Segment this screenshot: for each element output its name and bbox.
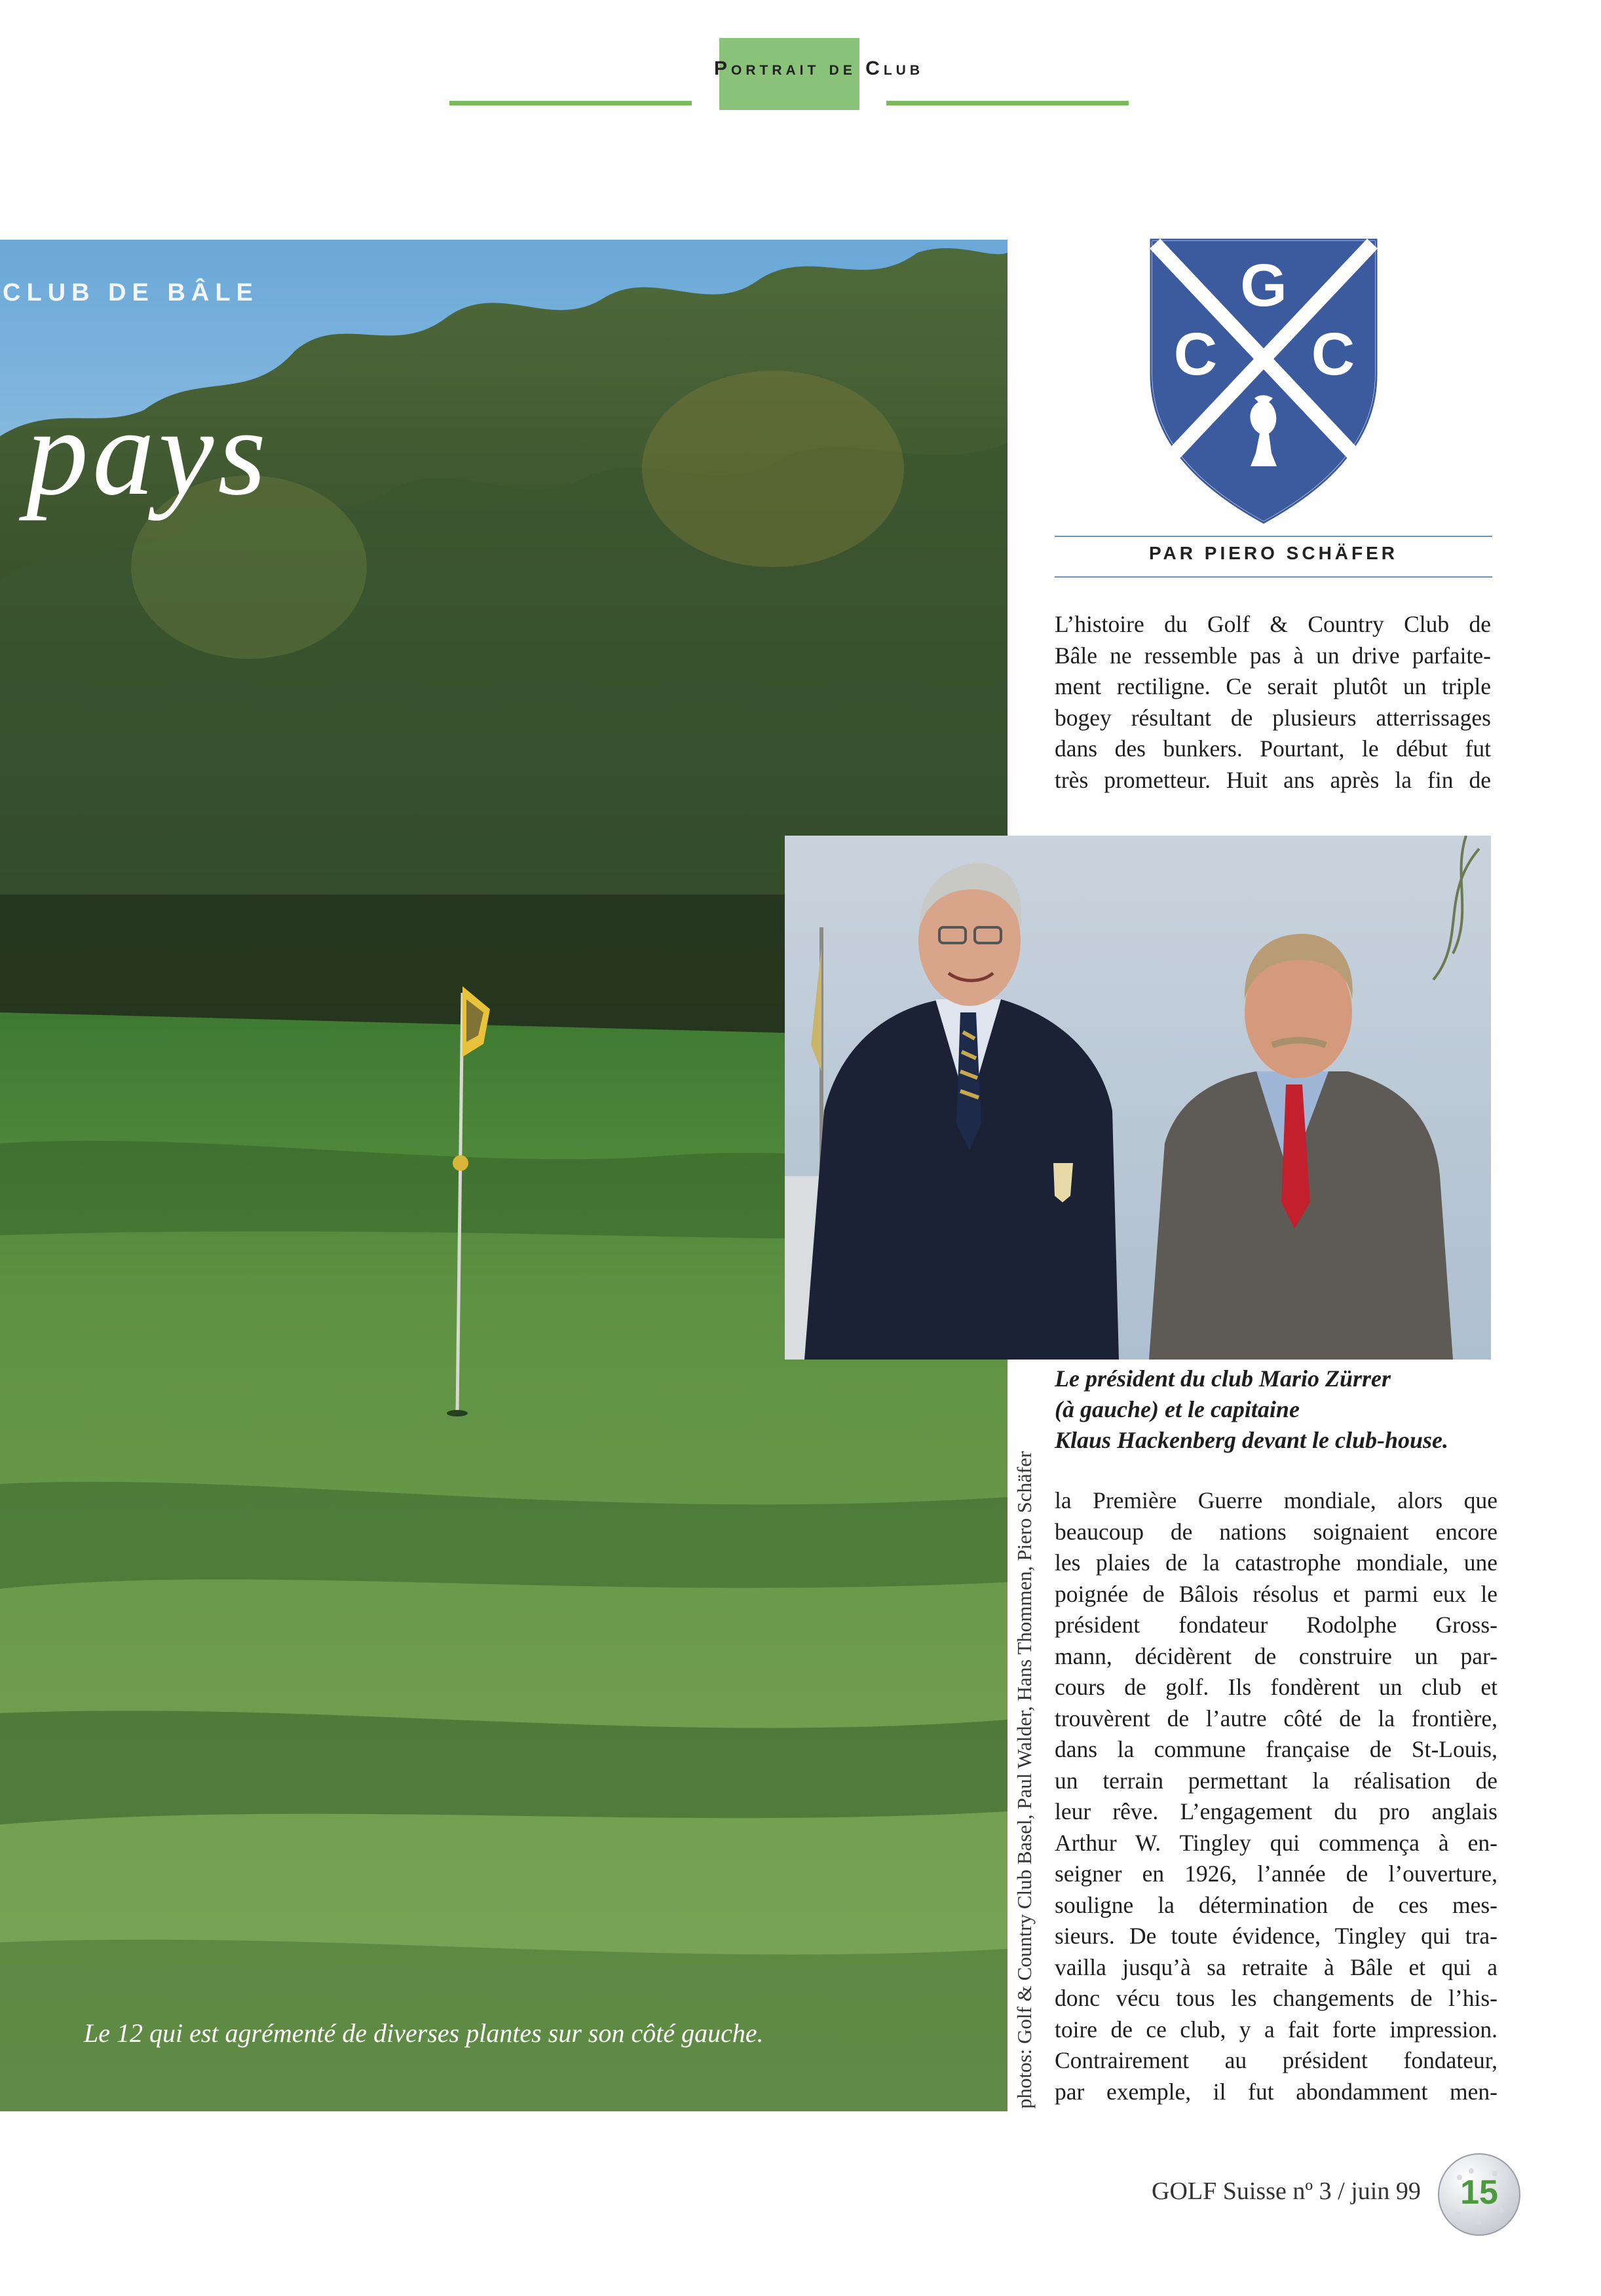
text-line: par exemple, il fut abondamment men- (1055, 2078, 1497, 2105)
text-line: mann, décidèrent de construire un par- (1055, 1642, 1497, 1669)
footer-magazine: GOLF Suisse nº 3 / juin 99 (1152, 2177, 1421, 2205)
text-line: toire de ce club, y a fait forte impression. (1055, 2016, 1497, 2043)
portrait-photo (785, 836, 1491, 1360)
text-line: sieurs. De toute évidence, Tingley qui tra- (1055, 1923, 1497, 1949)
header-rule-left (449, 101, 692, 105)
text-line: Bâle ne ressemble pas à un drive parfaite- (1055, 642, 1491, 669)
byline: PAR PIERO SCHÄFER (1148, 543, 1399, 563)
byline-rule-bottom (1055, 576, 1492, 578)
caption-line: Le président du club Mario Zürrer (1055, 1365, 1391, 1392)
text-line: président fondateur Rodolphe Gross- (1055, 1612, 1497, 1638)
text-line: seigner en 1926, l’année de l’ouverture, (1055, 1861, 1497, 1887)
text-line: bogey résultant de plusieurs atterrissages (1055, 704, 1491, 731)
text-line: la Première Guerre mondiale, alors que (1055, 1487, 1497, 1513)
caption-line: (à gauche) et le capitaine (1055, 1396, 1300, 1422)
intro-paragraph (1055, 609, 1491, 796)
text-line: beaucoup de nations soignaient encore (1055, 1518, 1497, 1545)
text-line: très prometteur. Huit ans après la fin de (1055, 766, 1491, 793)
crest-shield-icon (1148, 237, 1379, 525)
photo-credits: photos: Golf & Country Club Basel, Paul Walder, Hans Thommen, Piero Schäfer (1013, 1451, 1036, 2109)
text-line: L’histoire du Golf & Country Club de (1055, 611, 1491, 637)
section-title: Portrait de Club (714, 58, 924, 79)
portrait-illustration (785, 836, 1491, 1360)
photo-caption: Le 12 qui est agrémenté de diverses plantes sur son côté gauche. (84, 2018, 764, 2048)
text-line: donc vécu tous les changements de l’his- (1055, 1985, 1497, 2011)
text-line: Contrairement au président fondateur, (1055, 2047, 1497, 2073)
svg-text:C: C (1173, 321, 1218, 388)
body-paragraph (1055, 1485, 1497, 2107)
club-crest (1148, 237, 1379, 525)
text-line: dans la commune française de St-Louis, (1055, 1736, 1497, 1762)
text-line: souligne la détermination de ces mes- (1055, 1891, 1497, 1918)
text-line: les plaies de la catastrophe mondiale, une (1055, 1549, 1497, 1576)
text-line: vailla jusqu’à sa retraite à Bâle et qui a (1055, 1953, 1497, 1980)
svg-text:C: C (1311, 321, 1355, 388)
text-line: leur rêve. L’engagement du pro anglais (1055, 1798, 1497, 1824)
byline-rule-top (1055, 536, 1492, 537)
club-title: CLUB DE BÂLE (3, 279, 259, 306)
text-line: Arthur W. Tingley qui commença à en- (1055, 1829, 1497, 1856)
headline-word: pays (26, 384, 271, 521)
svg-text:G: G (1240, 252, 1287, 319)
header-rule-right (886, 101, 1129, 105)
page-number: 15 (1460, 2174, 1498, 2212)
text-line: trouvèrent de l’autre côté de la frontière, (1055, 1705, 1497, 1731)
text-line: poignée de Bâlois résolus et parmi eux le (1055, 1580, 1497, 1607)
portrait-caption (1055, 1363, 1500, 1456)
text-line: cours de golf. Ils fondèrent un club et (1055, 1674, 1497, 1700)
text-line: ment rectiligne. Ce serait plutôt un triple (1055, 673, 1491, 699)
text-line: un terrain permettant la réalisation de (1055, 1767, 1497, 1794)
text-line: dans des bunkers. Pourtant, le début fut (1055, 735, 1491, 762)
caption-line: Klaus Hackenberg devant le club-house. (1055, 1427, 1448, 1453)
